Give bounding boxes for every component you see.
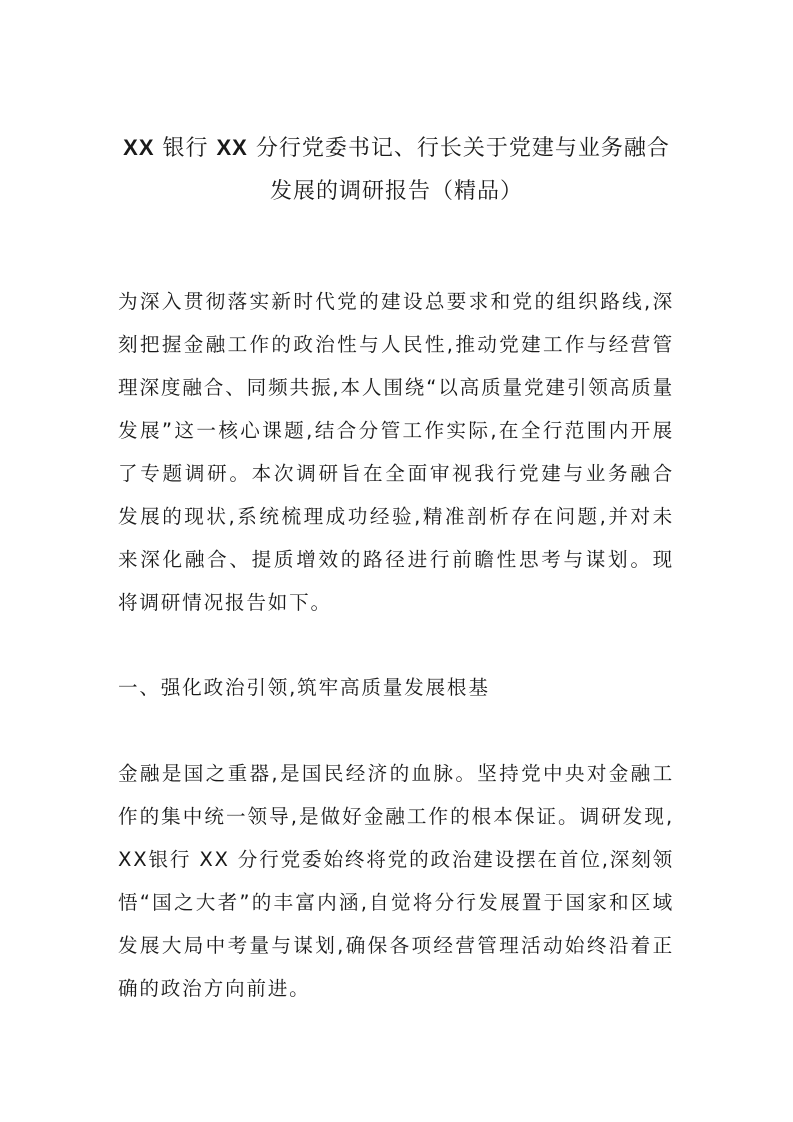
title-line-1 bbox=[123, 136, 670, 161]
section-heading-1: 一、强化政治引领,筑牢高质量发展根基 bbox=[118, 676, 490, 699]
title-text-bank: 银行 bbox=[154, 136, 217, 161]
title-text-rest: 分行党委书记、行长关于党建与业务融合 bbox=[247, 136, 670, 161]
title-line-2: 发展的调研报告（精品） bbox=[269, 179, 523, 204]
title-bank-placeholder: XX bbox=[123, 135, 155, 160]
document-title bbox=[100, 126, 693, 213]
title-branch-placeholder: XX bbox=[216, 135, 248, 160]
section-paragraph-1: 金融是国之重器,是国民经济的血脉。坚持党中央对金融工作的集中统一领导,是做好金融工作的根本保证。调研发现,XX银行 XX 分行党委始终将党的政治建设摆在首位,深刻领悟“国之大者”的丰富内涵,自觉将分行发展置于国家和区域发展大局中考量与谋划,确保各项经营管理活动始终沿着正确的政治方向前进。 bbox=[118, 762, 674, 1000]
intro-paragraph: 为深入贯彻落实新时代党的建设总要求和党的组织路线,深刻把握金融工作的政治性与人民性,推动党建工作与经营管理深度融合、同频共振,本人围绕“以高质量党建引领高质量发展”这一核心课题,结合分管工作实际,在全行范围内开展了专题调研。本次调研旨在全面审视我行党建与业务融合发展的现状,系统梳理成功经验,精准剖析存在问题,并对未来深化融合、提质增效的路径进行前瞻性思考与谋划。现将调研情况报告如下。 bbox=[118, 290, 674, 614]
